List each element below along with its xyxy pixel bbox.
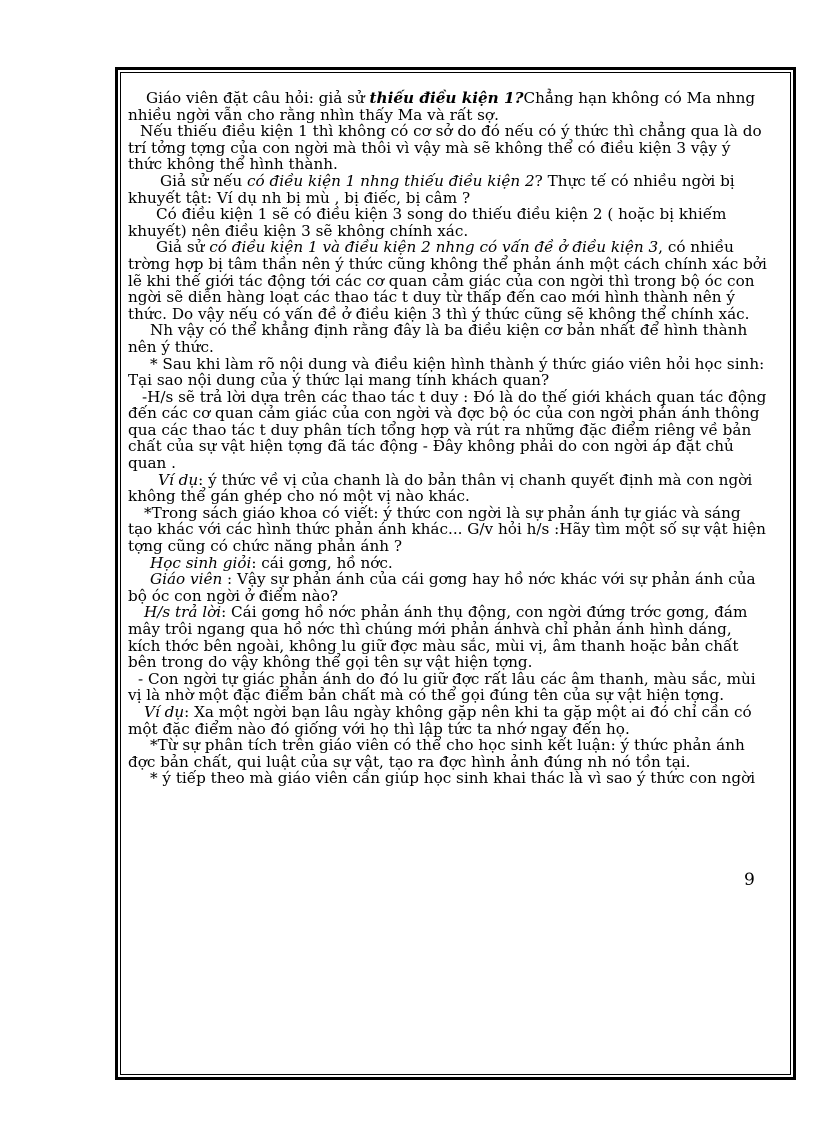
- body-text: Chẳng hạn không có Ma nhng nhiều ngời vẫn cho rằng nhìn thấy Ma và rất sợ.: [128, 89, 756, 124]
- body-text: *Từ sự phân tích trên giáo viên có thể cho học sinh kết luận: ý thức phản ánh đợc bản chất, qui luật của sự vật, tạo ra đợc hình ảnh đúng nh nó tồn tại.: [128, 736, 745, 771]
- emphasis-text: H/s trả lời: [144, 603, 222, 622]
- emphasis-text: Học sinh giỏi: [150, 553, 252, 572]
- body-text: * Sau khi làm rõ nội dung và điều kiện hình thành ý thức giáo viên hỏi học sinh: Tại sao nội dung của ý thức lại mang tính khách quan?: [128, 354, 765, 390]
- body-text: Nếu thiếu điều kiện 1 thì không có cơ sở do đó nếu có ý thức thì chẳng qua là do trí tởng tợng của con ngời mà thôi vì vậy mà sẽ không thể có điều kiện 3 vậy ý thức không thể hình thành.: [128, 122, 762, 174]
- body-text: : cái gơng, hồ nớc.: [251, 553, 393, 572]
- paragraph: [128, 704, 768, 737]
- paragraph: [128, 505, 768, 555]
- body-text: - Con ngời tự giác phản ánh do đó lu giữ đợc rất lâu các âm thanh, màu sắc, mùi vị là nhờ một đặc điểm bản chất mà có thể gọi đúng tên của sự vật hiện tợng.: [128, 669, 756, 705]
- body-text: * ý tiếp theo mà giáo viên cần giúp học sinh khai thác là vì sao ý thức con ngời: [150, 769, 756, 788]
- body-text: Có điều kiện 1 sẽ có điều kiện 3 song do thiếu điều kiện 2 ( hoặc bị khiếm khuyết) nên điều kiện 3 sẽ không chính xác.: [128, 205, 727, 240]
- body-text: *Trong sách giáo khoa có viết: ý thức con ngời là sự phản ánh tự giác và sáng tạo khác với các hình thức phản ánh khác... G/v hỏi h/s :Hãy tìm một số sự vật hiện tợng cũng có chức năng phản ánh ?: [128, 503, 766, 556]
- paragraph: [128, 90, 768, 123]
- paragraph: [128, 322, 768, 355]
- body-text: : Vậy sự phản ánh của cái gơng hay hồ nớc khác với sự phản ánh của bộ óc con ngời ở điểm nào?: [128, 570, 756, 605]
- body-text: -H/s sẽ trả lời dựa trên các thao tác t duy : Đó là do thế giới khách quan tác động đến các cơ quan cảm giác của con ngời và đợc bộ óc của con ngời phản ánh thông qua các thao tác t duy phân tích tổng hợp và rút ra những đặc điểm riêng về bản chất của sự vật hiện tợng đã tác động - Đây không phải do con ngời áp đặt chủ quan .: [128, 387, 767, 473]
- emphasis-text: Giáo viên: [150, 570, 223, 589]
- emphasis-text: có điều kiện 1 nhng thiếu điều kiện 2: [247, 171, 535, 190]
- paragraph: [128, 389, 768, 472]
- paragraph: [128, 356, 768, 389]
- emphasis-text: Ví dụ: [144, 702, 185, 721]
- emphasis-text: có điều kiện 1 và điều kiện 2 nhng có vấn đề ở điều kiện 3: [209, 238, 659, 257]
- paragraph: [128, 239, 768, 322]
- emphasis-text: Ví dụ: [158, 470, 199, 489]
- paragraph: [128, 571, 768, 604]
- page-number: 9: [744, 870, 755, 890]
- emphasis-text: thiếu điều kiện 1?: [369, 89, 524, 107]
- paragraph: [128, 555, 768, 572]
- paragraph: [128, 206, 768, 239]
- paragraph: [128, 472, 768, 505]
- body-text: ? Thực tế có nhiều ngời bị khuyết tật: Ví dụ nh bị mù , bị điếc, bị câm ?: [128, 171, 735, 207]
- paragraph: [128, 123, 768, 173]
- paragraph: [128, 737, 768, 770]
- body-text: Giáo viên đặt câu hỏi: giả sử: [146, 89, 370, 107]
- document-body: [128, 90, 768, 787]
- body-text: Giả sử: [156, 238, 210, 257]
- body-text: , có nhiều trờng hợp bị tâm thần nên ý thức cũng không thể phản ánh một cách chính xác bởi lẽ khi thế giới tác động tới các cơ quan cảm giác của con ngời thì trong bộ óc con ngời sẽ diễn hàng loạt các thao tác t duy từ thấp đến cao mới hình thành nên ý thức. Do vậy nếu có vấn đề ở điều kiện 3 thì ý thức cũng sẽ không thể chính xác.: [128, 238, 767, 323]
- paragraph: [128, 173, 768, 206]
- body-text: Giả sử nếu: [160, 171, 248, 190]
- paragraph: [128, 770, 768, 787]
- paragraph: [128, 671, 768, 704]
- body-text: : ý thức về vị của chanh là do bản thân vị chanh quyết định mà con ngời không thể gán ghép cho nó một vị nào khác.: [128, 470, 753, 506]
- paragraph: [128, 604, 768, 670]
- body-text: Nh vậy có thể khẳng định rằng đây là ba điều kiện cơ bản nhất để hình thành nên ý thức.: [128, 321, 748, 356]
- body-text: : Xa một ngời bạn lâu ngày không gặp nên khi ta gặp một ai đó chỉ cần có một đặc điểm nào đó giống với họ thì lập tức ta nhớ ngay đến họ.: [128, 702, 752, 738]
- body-text: : Cái gơng hồ nớc phản ánh thụ động, con ngời đứng trớc gơng, đám mây trôi ngang qua hồ nớc thì chúng mới phản ánhvà chỉ phản ánh hình dáng, kích thớc bên ngoài, không lu giữ đợc màu sắc, mùi vị, âm thanh hoặc bản chất bên trong do vậy không thể gọi tên sự vật hiện tợng.: [128, 603, 748, 672]
